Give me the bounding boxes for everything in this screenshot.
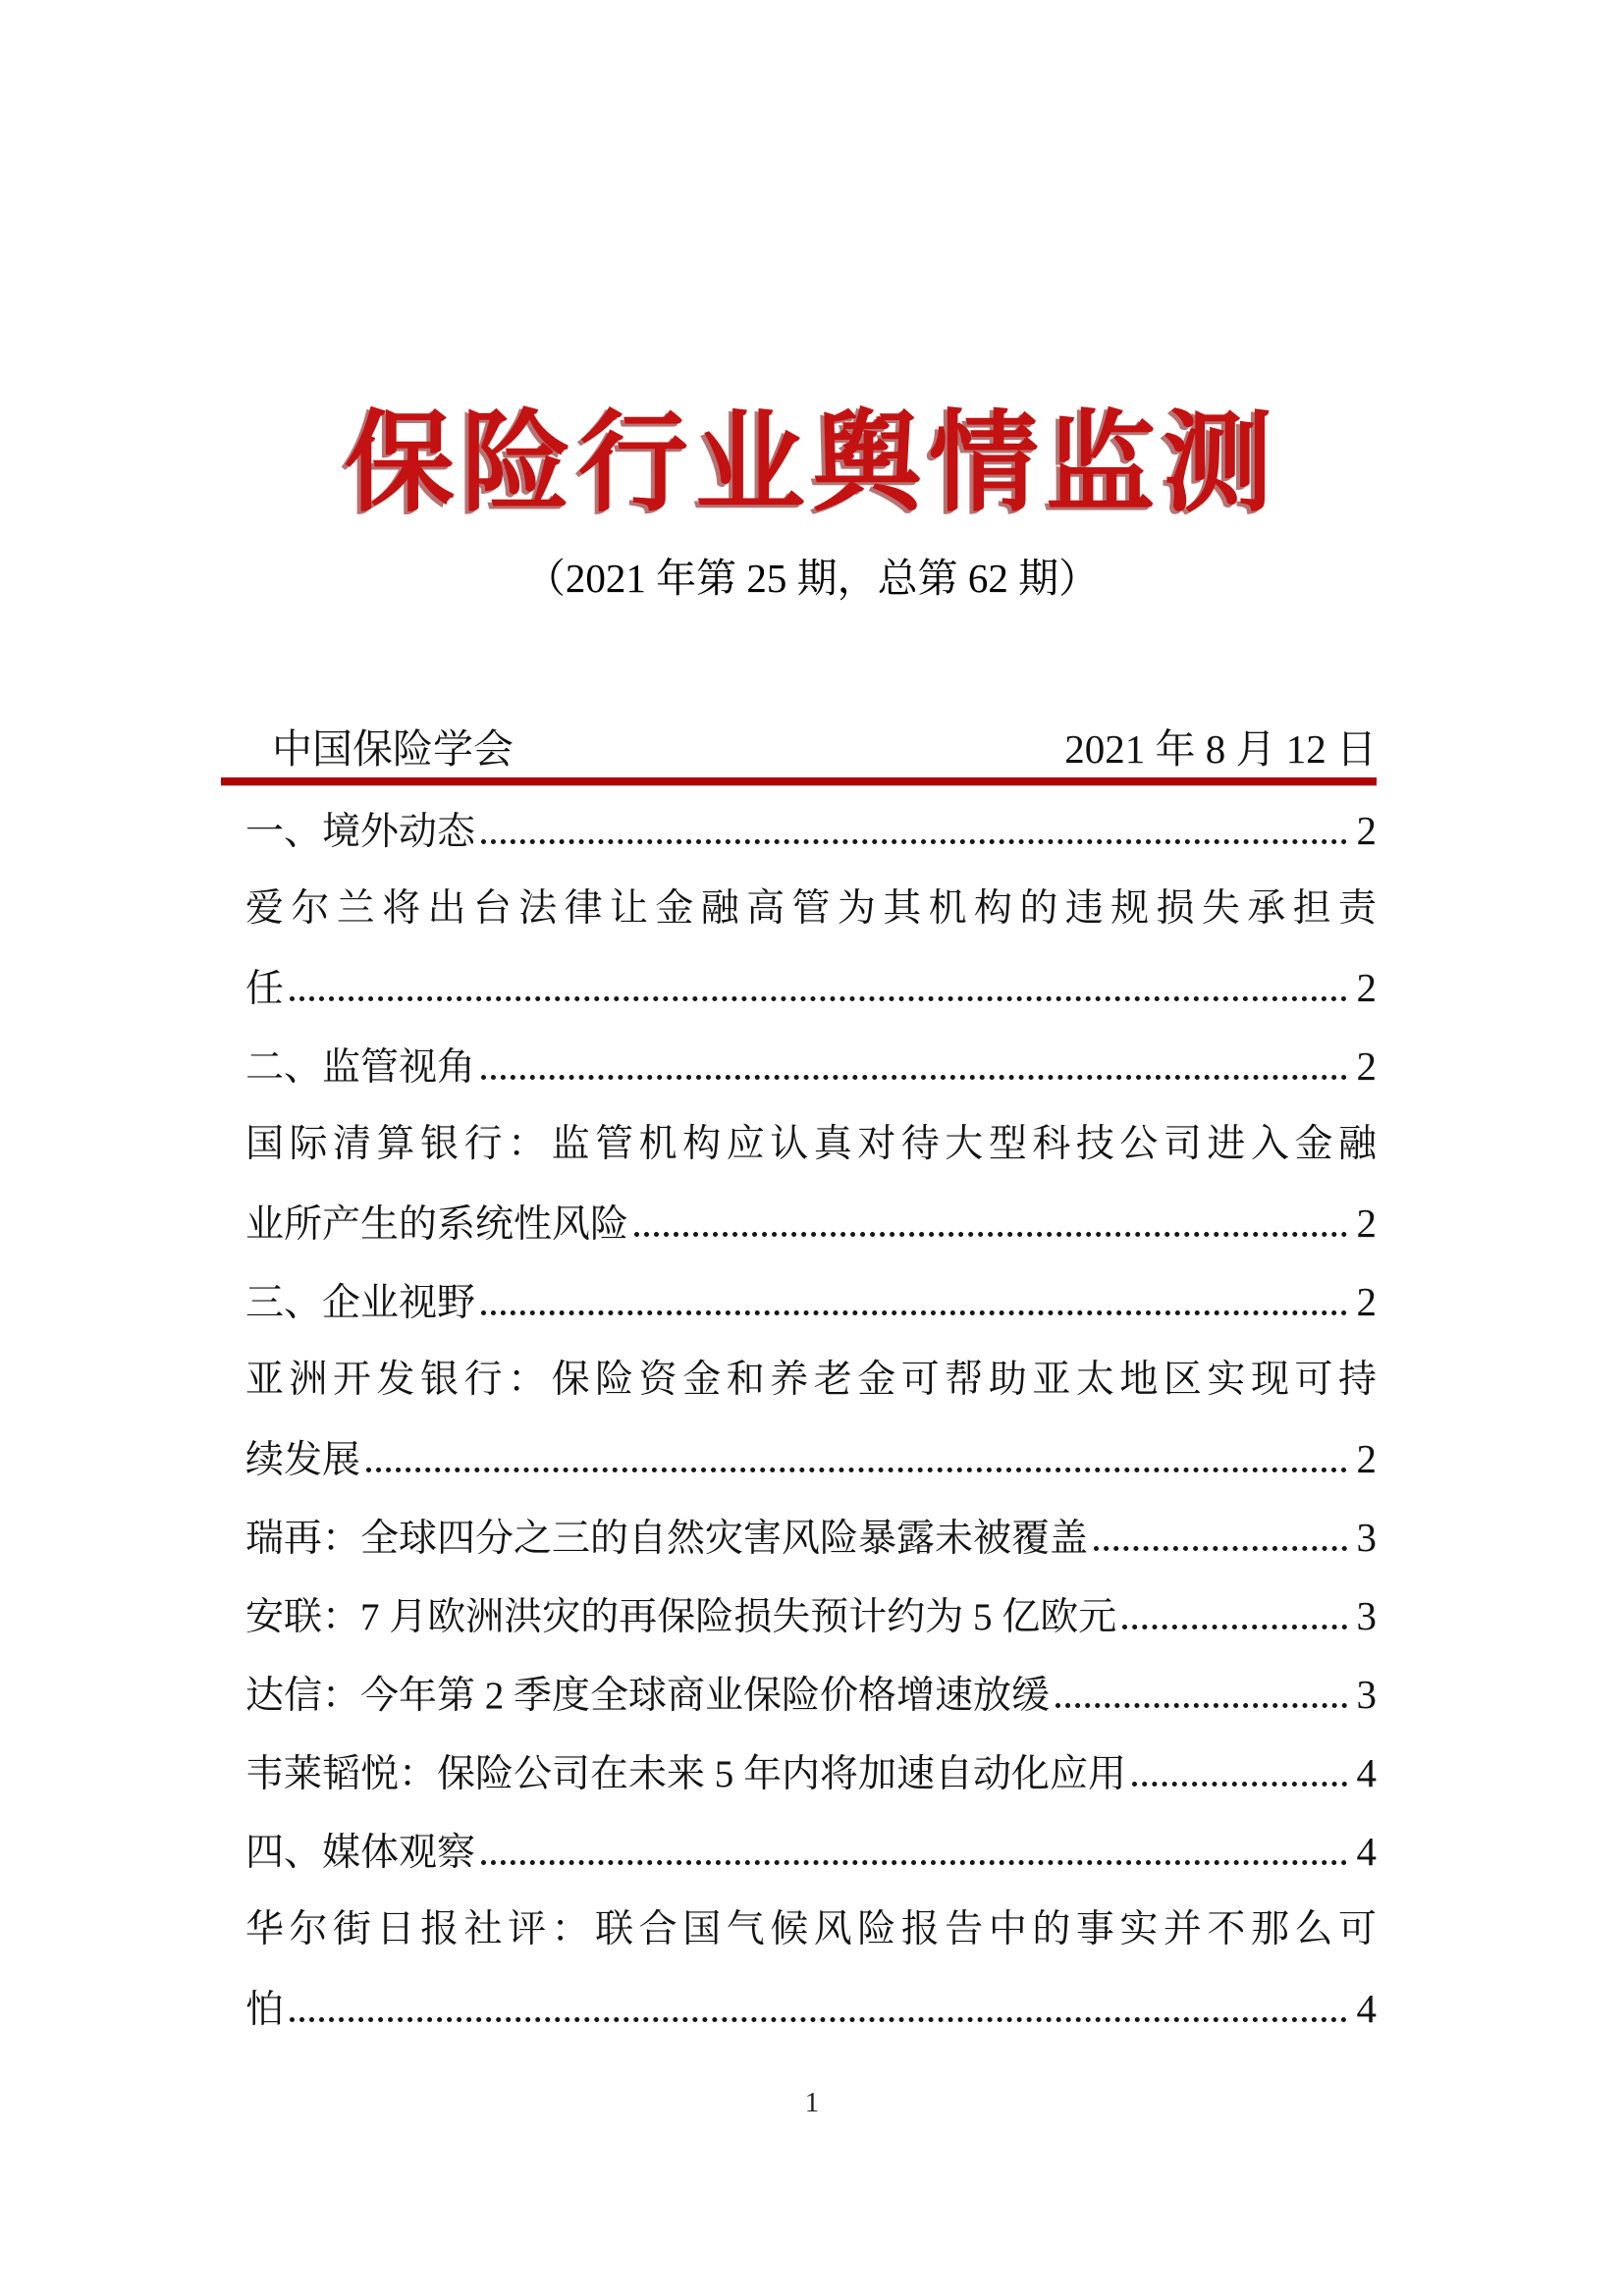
dot-leader: [481, 1310, 1346, 1315]
toc-entry: [245, 1969, 1377, 2048]
toc-entry: [245, 1419, 1377, 1498]
dot-leader: [481, 839, 1346, 844]
toc-entry-title: 怕: [245, 1989, 285, 2031]
toc-page-number: 4: [1356, 1829, 1377, 1874]
footer-page-number: 1: [804, 2087, 820, 2118]
toc-entry-wrapped-line: 华尔街日报社评：联合国气候风险报告中的事实并不那么可: [245, 1908, 1377, 1950]
toc-entry-title: 一、境外动态: [245, 811, 476, 853]
dot-leader: [1132, 1782, 1346, 1787]
dot-leader: [1094, 1546, 1346, 1551]
dot-leader: [366, 1468, 1346, 1472]
toc-page-number: 3: [1356, 1593, 1377, 1638]
masthead: [221, 713, 1377, 777]
toc-page-number: 2: [1356, 1043, 1377, 1089]
toc-entry-title: 任: [245, 968, 285, 1010]
dot-leader: [481, 1860, 1346, 1865]
dot-leader: [1122, 1625, 1346, 1629]
organization-name: 中国保险学会: [272, 725, 514, 772]
table-of-contents: [221, 791, 1377, 2048]
dot-leader: [290, 2017, 1346, 2022]
toc-page-number: 3: [1356, 1672, 1377, 1717]
toc-entry-title: 安联：7 月欧洲洪灾的再保险损失预计约为 5 亿欧元: [245, 1596, 1117, 1638]
issue-subtitle: （2021 年第 25 期，总第 62 期）: [524, 556, 1100, 601]
toc-entry: [245, 1027, 1377, 1105]
toc-entry-title: 瑞再：全球四分之三的自然灾害风险暴露未被覆盖: [245, 1518, 1089, 1560]
toc-page-number: 2: [1356, 808, 1377, 853]
toc-entry: [245, 1576, 1377, 1655]
toc-entry: [245, 1184, 1377, 1262]
toc-page-number: 4: [1356, 1750, 1377, 1795]
toc-page-number: 2: [1356, 1436, 1377, 1481]
toc-entry: [245, 948, 1377, 1027]
toc-entry-title: 韦莱韬悦：保险公司在未来 5 年内将加速自动化应用: [245, 1753, 1127, 1795]
red-divider-rule: [221, 777, 1377, 785]
toc-entry: [245, 791, 1377, 870]
toc-entry-title: 达信：今年第 2 季度全球商业保险价格增速放缓: [245, 1675, 1051, 1717]
toc-entry-title: 三、企业视野: [245, 1282, 476, 1324]
issue-date: 2021 年 8 月 12 日: [1064, 725, 1377, 772]
dot-leader: [1056, 1703, 1346, 1708]
toc-entry-wrapped-line: 亚洲开发银行：保险资金和养老金可帮助亚太地区实现可持: [245, 1359, 1377, 1401]
dot-leader: [290, 996, 1346, 1001]
document-title: 保险行业舆情监测: [345, 403, 1279, 525]
toc-entry: [245, 1734, 1377, 1812]
toc-entry: [245, 1262, 1377, 1341]
toc-entry-title: 续发展: [245, 1439, 361, 1481]
dot-leader: [634, 1232, 1346, 1237]
content-column: [221, 713, 1377, 2048]
toc-page-number: 3: [1356, 1515, 1377, 1560]
toc-page-number: 2: [1356, 965, 1377, 1010]
toc-entry-title: 二、监管视角: [245, 1046, 476, 1089]
toc-entry: [245, 1655, 1377, 1734]
toc-entry-wrapped-line: 爱尔兰将出台法律让金融高管为其机构的违规损失承担责: [245, 887, 1377, 930]
dot-leader: [481, 1075, 1346, 1080]
toc-page-number: 4: [1356, 1986, 1377, 2031]
toc-entry-title: 四、媒体观察: [245, 1832, 476, 1874]
toc-page-number: 2: [1356, 1279, 1377, 1324]
toc-page-number: 2: [1356, 1201, 1377, 1246]
toc-entry-wrapped-line: 国际清算银行：监管机构应认真对待大型科技公司进入金融: [245, 1123, 1377, 1165]
toc-entry-title: 业所产生的系统性风险: [245, 1203, 629, 1246]
toc-entry: [245, 1812, 1377, 1891]
toc-entry: [245, 1498, 1377, 1576]
